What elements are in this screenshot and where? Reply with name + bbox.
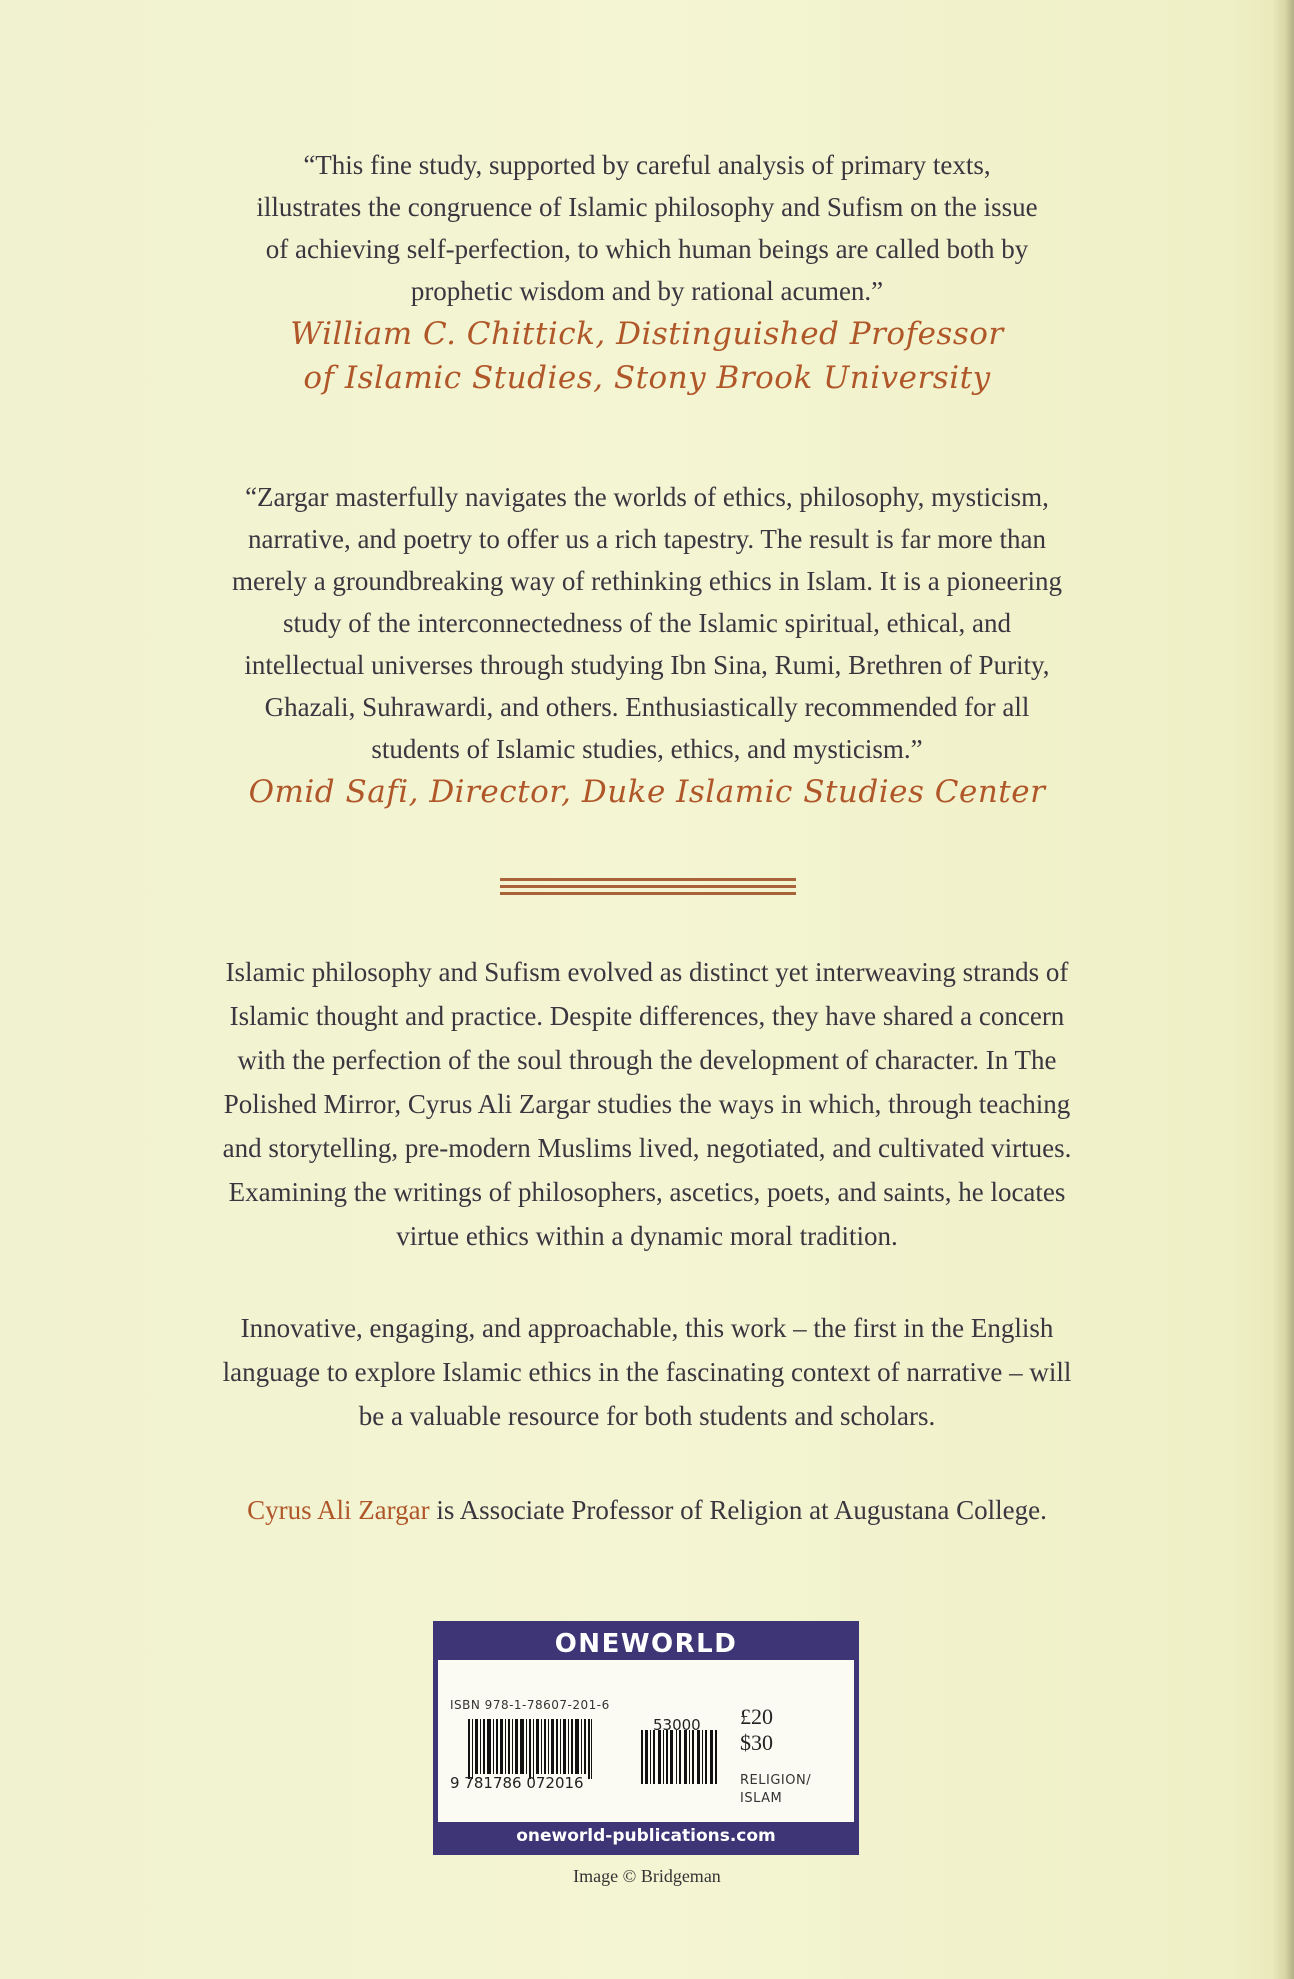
- quote-attribution: Omid Safi, Director, Duke Islamic Studies Center: [248, 774, 1046, 810]
- quote-attribution: William C. Chittick, Distinguished Professor: [290, 316, 1004, 352]
- addon-code: 53000: [653, 1716, 701, 1734]
- quote-chittick: [0, 144, 1294, 400]
- quote-line: of achieving self-perfection, to which human beings are called both by: [265, 234, 1029, 264]
- price-usd: $30: [740, 1730, 773, 1755]
- quote-safi: [0, 476, 1294, 814]
- text-line: virtue ethics within a dynamic moral tradition.: [396, 1221, 898, 1251]
- text-line: with the perfection of the soul through the development of character. In The: [237, 1045, 1057, 1075]
- description-paragraph-1: [0, 950, 1294, 1258]
- text-line: language to explore Islamic ethics in the fascinating context of narrative – will: [222, 1357, 1072, 1387]
- price-gbp: £20: [740, 1704, 773, 1729]
- quote-line: “This fine study, supported by careful analysis of primary texts,: [303, 150, 991, 180]
- subject-line: ISLAM: [740, 1791, 783, 1806]
- price: [740, 1704, 773, 1756]
- barcode-digits: 9 781786 072016: [450, 1774, 584, 1792]
- isbn: ISBN 978-1-78607-201-6: [450, 1698, 610, 1712]
- quote-line: students of Islamic studies, ethics, and mysticism.”: [371, 734, 923, 764]
- text-line: and storytelling, pre-modern Muslims lived, negotiated, and cultivated virtues.: [222, 1133, 1072, 1163]
- text-line: be a valuable resource for both students and scholars.: [358, 1401, 936, 1431]
- subject-category: [740, 1772, 811, 1808]
- text-line: Islamic thought and practice. Despite differences, they have shared a concern: [229, 1001, 1065, 1031]
- barcode-label: [433, 1621, 859, 1855]
- publisher-name: ONEWORLD: [438, 1626, 854, 1660]
- decorative-divider: [500, 878, 796, 899]
- description-paragraph-2: [0, 1306, 1294, 1438]
- quote-line: Ghazali, Suhrawardi, and others. Enthusiastically recommended for all: [264, 692, 1030, 722]
- addon-barcode-icon: [641, 1730, 718, 1784]
- author-bio: [0, 1488, 1294, 1532]
- subject-line: RELIGION/: [740, 1773, 812, 1788]
- quote-line: “Zargar masterfully navigates the worlds of ethics, philosophy, mysticism,: [245, 482, 1049, 512]
- quote-line: illustrates the congruence of Islamic philosophy and Sufism on the issue: [256, 192, 1038, 222]
- quote-line: narrative, and poetry to offer us a rich tapestry. The result is far more than: [248, 524, 1046, 554]
- text-line: Innovative, engaging, and approachable, this work – the first in the English: [240, 1313, 1054, 1343]
- quote-attribution: of Islamic Studies, Stony Brook University: [303, 360, 991, 396]
- image-credit: Image © Bridgeman: [573, 1866, 721, 1886]
- quote-line: prophetic wisdom and by rational acumen.”: [410, 276, 884, 306]
- author-bio-text: is Associate Professor of Religion at Augustana College.: [429, 1495, 1047, 1525]
- quote-line: intellectual universes through studying Ibn Sina, Rumi, Brethren of Purity,: [244, 650, 1050, 680]
- text-line: Polished Mirror, Cyrus Ali Zargar studies the ways in which, through teaching: [223, 1089, 1071, 1119]
- barcode-icon: [468, 1719, 593, 1779]
- quote-line: merely a groundbreaking way of rethinking ethics in Islam. It is a pioneering: [231, 566, 1062, 596]
- text-line: Islamic philosophy and Sufism evolved as distinct yet interweaving strands of: [225, 957, 1069, 987]
- quote-line: study of the interconnectedness of the Islamic spiritual, ethical, and: [282, 608, 1012, 638]
- text-line: Examining the writings of philosophers, ascetics, poets, and saints, he locates: [228, 1177, 1066, 1207]
- author-name: Cyrus Ali Zargar: [247, 1495, 430, 1525]
- publisher-website: oneworld-publications.com: [438, 1822, 854, 1850]
